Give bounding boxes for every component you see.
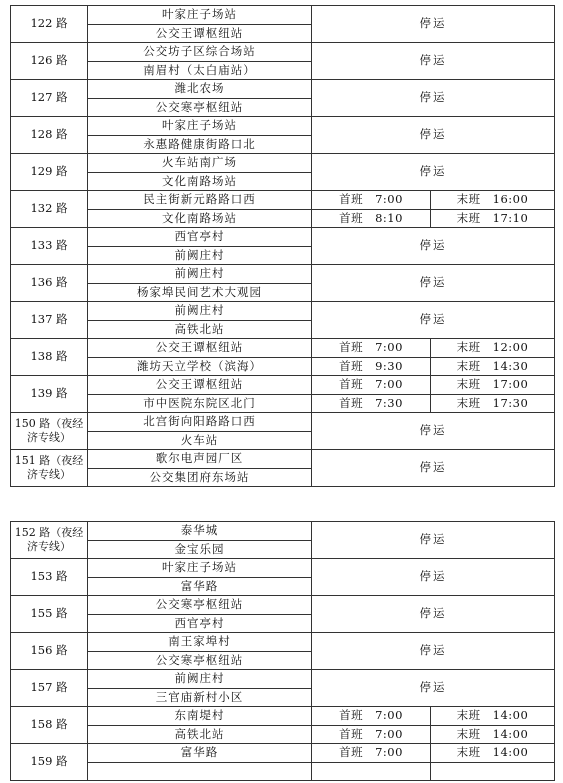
- service-status: 停运: [312, 117, 555, 154]
- terminal-stop: 西官亭村: [88, 615, 312, 633]
- first-departure: 首班 7:00: [312, 726, 431, 744]
- terminal-stop: 歌尔电声园厂区: [88, 450, 312, 469]
- terminal-stop: 叶家庄子场站: [88, 559, 312, 578]
- route-number: 126 路: [11, 43, 88, 80]
- last-departure: 末班 14:30: [431, 358, 555, 376]
- service-status: 停运: [312, 633, 555, 670]
- last-departure: 末班 17:30: [431, 395, 555, 413]
- terminal-stop: 南眉村（太白庙站）: [88, 62, 312, 80]
- last-departure: 末班 16:00: [431, 191, 555, 210]
- terminal-stop: 南王家埠村: [88, 633, 312, 652]
- service-status: 停运: [312, 265, 555, 302]
- terminal-stop: 公交寒亭枢纽站: [88, 596, 312, 615]
- service-status: 停运: [312, 228, 555, 265]
- last-departure: 末班 14:00: [431, 744, 555, 763]
- terminal-stop: 东南堤村: [88, 707, 312, 726]
- route-number: 122 路: [11, 6, 88, 43]
- first-departure: 首班 7:00: [312, 376, 431, 395]
- first-departure: 首班 8:10: [312, 210, 431, 228]
- route-number: 139 路: [11, 376, 88, 413]
- terminal-stop: 泰华城: [88, 522, 312, 541]
- terminal-stop: 金宝乐园: [88, 541, 312, 559]
- service-status: 停运: [312, 559, 555, 596]
- route-number: 156 路: [11, 633, 88, 670]
- terminal-stop: 前阙庄村: [88, 265, 312, 284]
- first-departure: 首班 7:00: [312, 744, 431, 763]
- route-number: 150 路（夜经济专线）: [11, 413, 88, 450]
- service-status: 停运: [312, 154, 555, 191]
- terminal-stop: 富华路: [88, 578, 312, 596]
- route-number: 158 路: [11, 707, 88, 744]
- route-number: 133 路: [11, 228, 88, 265]
- route-number: 151 路（夜经济专线）: [11, 450, 88, 487]
- terminal-stop: 公交王谭枢纽站: [88, 339, 312, 358]
- terminal-stop: 西官亭村: [88, 228, 312, 247]
- route-number: 159 路: [11, 744, 88, 781]
- schedule-table-2: [10, 521, 555, 781]
- terminal-stop: 富华路: [88, 744, 312, 763]
- first-departure: 首班 7:00: [312, 707, 431, 726]
- first-departure: 首班 9:30: [312, 358, 431, 376]
- route-number: 155 路: [11, 596, 88, 633]
- terminal-stop: 火车站南广场: [88, 154, 312, 173]
- last-departure: 末班 14:00: [431, 707, 555, 726]
- service-status: 停运: [312, 43, 555, 80]
- first-departure: 首班 7:30: [312, 395, 431, 413]
- service-status: 停运: [312, 450, 555, 487]
- first-departure: [312, 763, 431, 781]
- last-departure: [431, 763, 555, 781]
- service-status: 停运: [312, 302, 555, 339]
- terminal-stop: 永惠路健康街路口北: [88, 136, 312, 154]
- terminal-stop: 市中医院东院区北门: [88, 395, 312, 413]
- last-departure: 末班 14:00: [431, 726, 555, 744]
- route-number: 129 路: [11, 154, 88, 191]
- last-departure: 末班 12:00: [431, 339, 555, 358]
- terminal-stop: 高铁北站: [88, 726, 312, 744]
- terminal-stop: 北宫街向阳路路口西: [88, 413, 312, 432]
- terminal-stop: 潍坊天立学校（滨海）: [88, 358, 312, 376]
- terminal-stop: 公交王谭枢纽站: [88, 25, 312, 43]
- service-status: 停运: [312, 670, 555, 707]
- terminal-stop: 杨家埠民间艺术大观园: [88, 284, 312, 302]
- service-status: 停运: [312, 596, 555, 633]
- terminal-stop: 前阙庄村: [88, 302, 312, 321]
- service-status: 停运: [312, 522, 555, 559]
- terminal-stop: 公交王谭枢纽站: [88, 376, 312, 395]
- route-number: 157 路: [11, 670, 88, 707]
- route-number: 138 路: [11, 339, 88, 376]
- route-number: 128 路: [11, 117, 88, 154]
- schedule-table-1: [10, 5, 555, 487]
- terminal-stop: 潍北农场: [88, 80, 312, 99]
- service-status: 停运: [312, 413, 555, 450]
- route-number: 153 路: [11, 559, 88, 596]
- last-departure: 末班 17:00: [431, 376, 555, 395]
- terminal-stop: 民主街新元路路口西: [88, 191, 312, 210]
- terminal-stop: 三官庙新村小区: [88, 689, 312, 707]
- first-departure: 首班 7:00: [312, 191, 431, 210]
- service-status: 停运: [312, 6, 555, 43]
- terminal-stop: 公交坊子区综合场站: [88, 43, 312, 62]
- terminal-stop: 公交寒亭枢纽站: [88, 652, 312, 670]
- terminal-stop: 文化南路场站: [88, 173, 312, 191]
- service-status: 停运: [312, 80, 555, 117]
- route-number: 152 路（夜经济专线）: [11, 522, 88, 559]
- terminal-stop: 火车站: [88, 432, 312, 450]
- last-departure: 末班 17:10: [431, 210, 555, 228]
- terminal-stop: 高铁北站: [88, 321, 312, 339]
- terminal-stop: 公交寒亭枢纽站: [88, 99, 312, 117]
- terminal-stop: [88, 763, 312, 781]
- first-departure: 首班 7:00: [312, 339, 431, 358]
- terminal-stop: 叶家庄子场站: [88, 117, 312, 136]
- terminal-stop: 前阙庄村: [88, 670, 312, 689]
- route-number: 137 路: [11, 302, 88, 339]
- terminal-stop: 前阙庄村: [88, 247, 312, 265]
- terminal-stop: 公交集团府东场站: [88, 469, 312, 487]
- terminal-stop: 叶家庄子场站: [88, 6, 312, 25]
- terminal-stop: 文化南路场站: [88, 210, 312, 228]
- route-number: 127 路: [11, 80, 88, 117]
- route-number: 136 路: [11, 265, 88, 302]
- route-number: 132 路: [11, 191, 88, 228]
